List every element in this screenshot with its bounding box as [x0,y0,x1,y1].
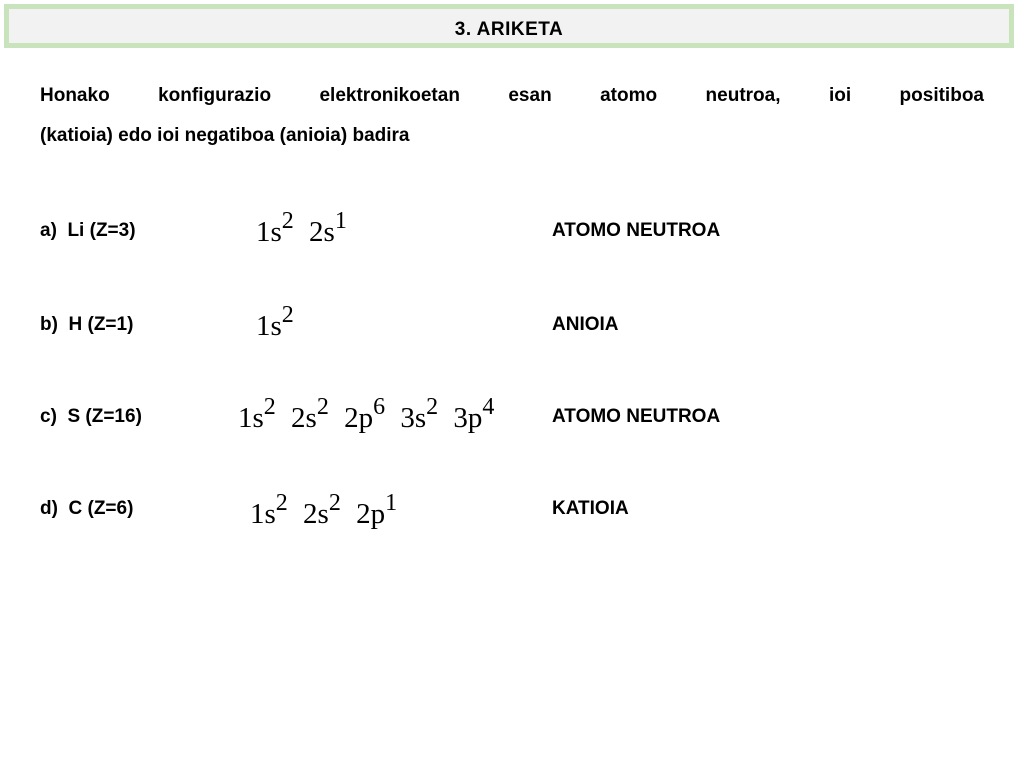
electron-count: 4 [482,394,495,420]
electron-count: 2 [281,302,294,328]
orbital-name: 2p [356,498,386,530]
electron-count: 2 [426,394,439,420]
electron-configuration [256,302,302,343]
orbital-term [303,490,341,531]
electron-count: 1 [385,490,398,516]
electron-count: 2 [328,490,341,516]
electron-count: 2 [316,394,329,420]
orbital-term [256,208,294,249]
electron-configuration [250,490,405,531]
orbital-name: 1s [238,402,264,434]
orbital-name: 2p [344,402,374,434]
orbital-term [238,394,276,435]
electron-count: 6 [373,394,386,420]
electron-count: 1 [334,208,347,234]
exercise-item-b [0,302,1024,352]
orbital-term [344,394,386,435]
orbital-term [250,490,288,531]
item-label: a) Li (Z=3) [40,220,136,241]
electron-configuration [256,208,355,249]
exercise-item-a [0,206,1024,256]
orbital-name: 1s [256,310,282,342]
answer: ATOMO NEUTROA [552,406,721,427]
item-label: d) C (Z=6) [40,498,134,519]
orbital-term [256,302,294,343]
answer: ATOMO NEUTROA [552,220,721,241]
exercise-item-c [0,392,1024,442]
item-label: b) H (Z=1) [40,314,134,335]
answer: KATIOIA [552,498,629,519]
orbital-term [453,394,495,435]
answer: ANIOIA [552,314,619,335]
instructions-line-2: (katioia) edo ioi negatiboa (anioia) badira [40,125,410,146]
item-label: c) S (Z=16) [40,406,142,427]
orbital-term [400,394,439,435]
orbital-term [356,490,398,531]
instructions-line-1: Honako konfigurazio elektronikoetan esan atomo neutroa, ioi positiboa [40,85,984,106]
orbital-name: 3s [400,402,427,434]
orbital-term [291,394,329,435]
electron-count: 2 [263,394,276,420]
orbital-term [309,208,347,249]
title-banner [4,4,1014,48]
orbital-name: 2s [291,402,317,434]
orbital-name: 2s [303,498,329,530]
instructions [40,76,984,156]
orbital-name: 1s [250,498,276,530]
orbital-name: 3p [453,402,483,434]
electron-configuration [238,394,502,435]
orbital-name: 1s [256,216,282,248]
electron-count: 2 [275,490,288,516]
electron-count: 2 [281,208,294,234]
exercise-item-d [0,486,1024,536]
orbital-name: 2s [309,216,335,248]
slide-title: 3. ARIKETA [454,19,564,40]
